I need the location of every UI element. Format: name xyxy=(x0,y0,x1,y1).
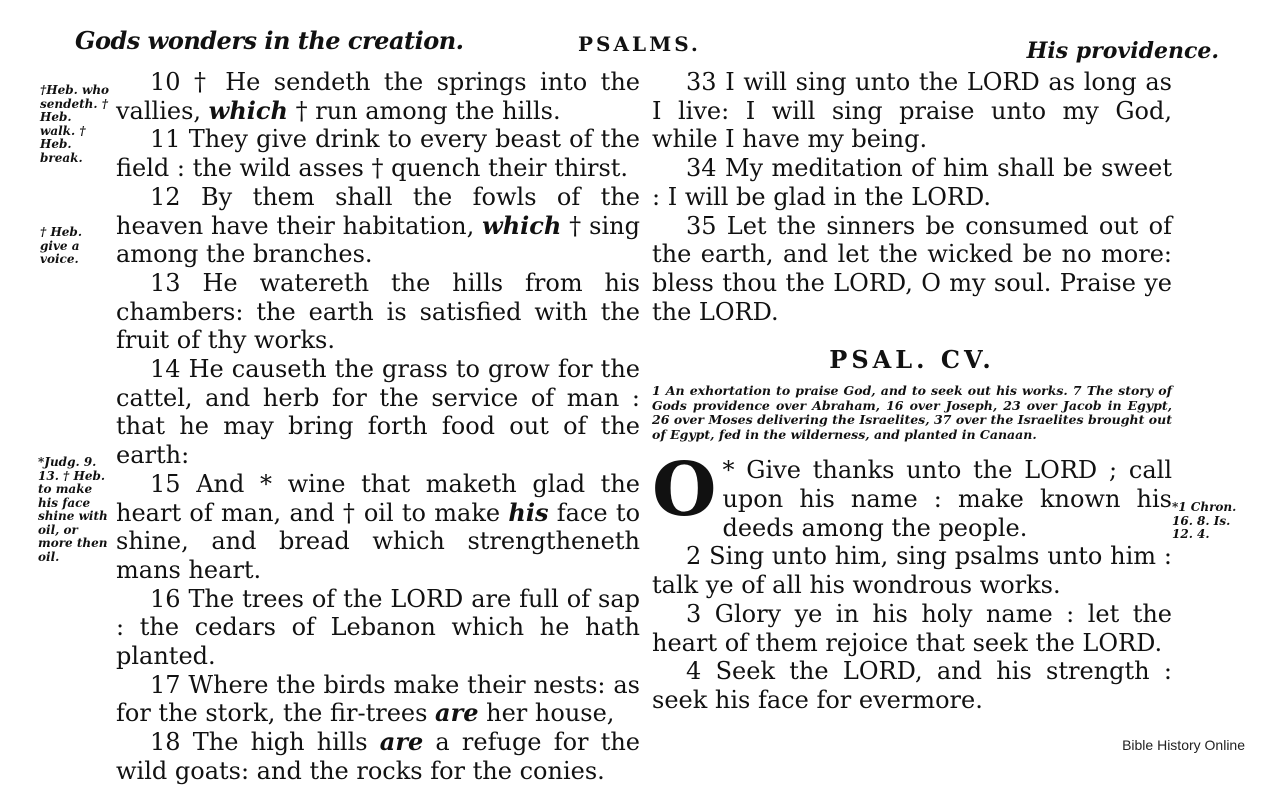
running-head-right: His providence. xyxy=(1026,38,1219,64)
psalm-summary: 1 An exhortation to praise God, and to seek out his works. 7 The story of Gods providence over Abraham, 16 over Joseph, 23 over Jacob in Egypt, 26 over Moses delivering the Israelites, 37 over the Israelites brought out of Egypt, fed in the wilderness, and planted in Canaan. xyxy=(652,383,1172,442)
verse: 15 And * wine that maketh glad the heart of man, and † oil to make his face to shine, and bread which strengtheneth mans heart. xyxy=(116,469,641,584)
right-column xyxy=(652,68,1172,715)
margin-note: † Heb. give a voice. xyxy=(40,225,82,266)
verse: 33 I will sing unto the LORD as long as I live: I will sing praise unto my God, while I have my being. xyxy=(652,68,1172,154)
verse: 10 † He sendeth the springs into the vallies, which † run among the hills. xyxy=(116,68,640,125)
verse: 14 He causeth the grass to grow for the cattel, and herb for the service of man : that he may bring forth food out of the earth: xyxy=(116,355,640,470)
verse: 13 He watereth the hills from his chambers: the earth is satisfied with the fruit of thy works. xyxy=(116,268,640,355)
watermark: Bible History Online xyxy=(1122,737,1245,753)
verse: 2 Sing unto him, sing psalms unto him : talk ye of all his wondrous works. xyxy=(652,542,1172,600)
first-verse-block xyxy=(652,447,1172,542)
left-column xyxy=(116,68,640,786)
running-head-left: Gods wonders in the creation. xyxy=(75,26,464,55)
verse: 18 The high hills are a refuge for the wild goats: and the rocks for the conies. xyxy=(116,727,641,785)
verse: 35 Let the sinners be consumed out of the earth, and let the wicked be no more: bless thou the LORD, O my soul. Praise ye the LORD. xyxy=(652,211,1172,326)
verse: * Give thanks unto the LORD ; call upon his name : make known his deeds among the people. xyxy=(722,456,1172,542)
verse: 34 My meditation of him shall be sweet : I will be glad in the LORD. xyxy=(652,154,1172,211)
verse: 3 Glory ye in his holy name : let the heart of them rejoice that seek the LORD. xyxy=(652,599,1172,657)
margin-note: †Heb. who sendeth. † Heb. walk. † Heb. break. xyxy=(40,83,110,165)
verse: 16 The trees of the LORD are full of sap : the cedars of Lebanon which he hath planted. xyxy=(116,584,640,671)
drop-cap: O xyxy=(652,447,717,534)
verse: 11 They give drink to every beast of the field : the wild asses † quench their thirst. xyxy=(116,125,640,183)
verse: 12 By them shall the fowls of the heaven have their habitation, which † sing among the branches. xyxy=(116,182,640,269)
psalm-title: PSAL. CV. xyxy=(829,345,995,375)
verse: 17 Where the birds make their nests: as for the stork, the fir-trees are her house, xyxy=(116,670,641,728)
running-head-book: PSALMS. xyxy=(578,32,701,56)
margin-note: *Judg. 9. 13. † Heb. to make his face shine with oil, or more then oil. xyxy=(38,455,108,564)
margin-note: *1 Chron. 16. 8. Is. 12. 4. xyxy=(1172,500,1237,541)
page-header xyxy=(0,26,1281,64)
verse: 4 Seek the LORD, and his strength : seek his face for evermore. xyxy=(652,657,1173,714)
